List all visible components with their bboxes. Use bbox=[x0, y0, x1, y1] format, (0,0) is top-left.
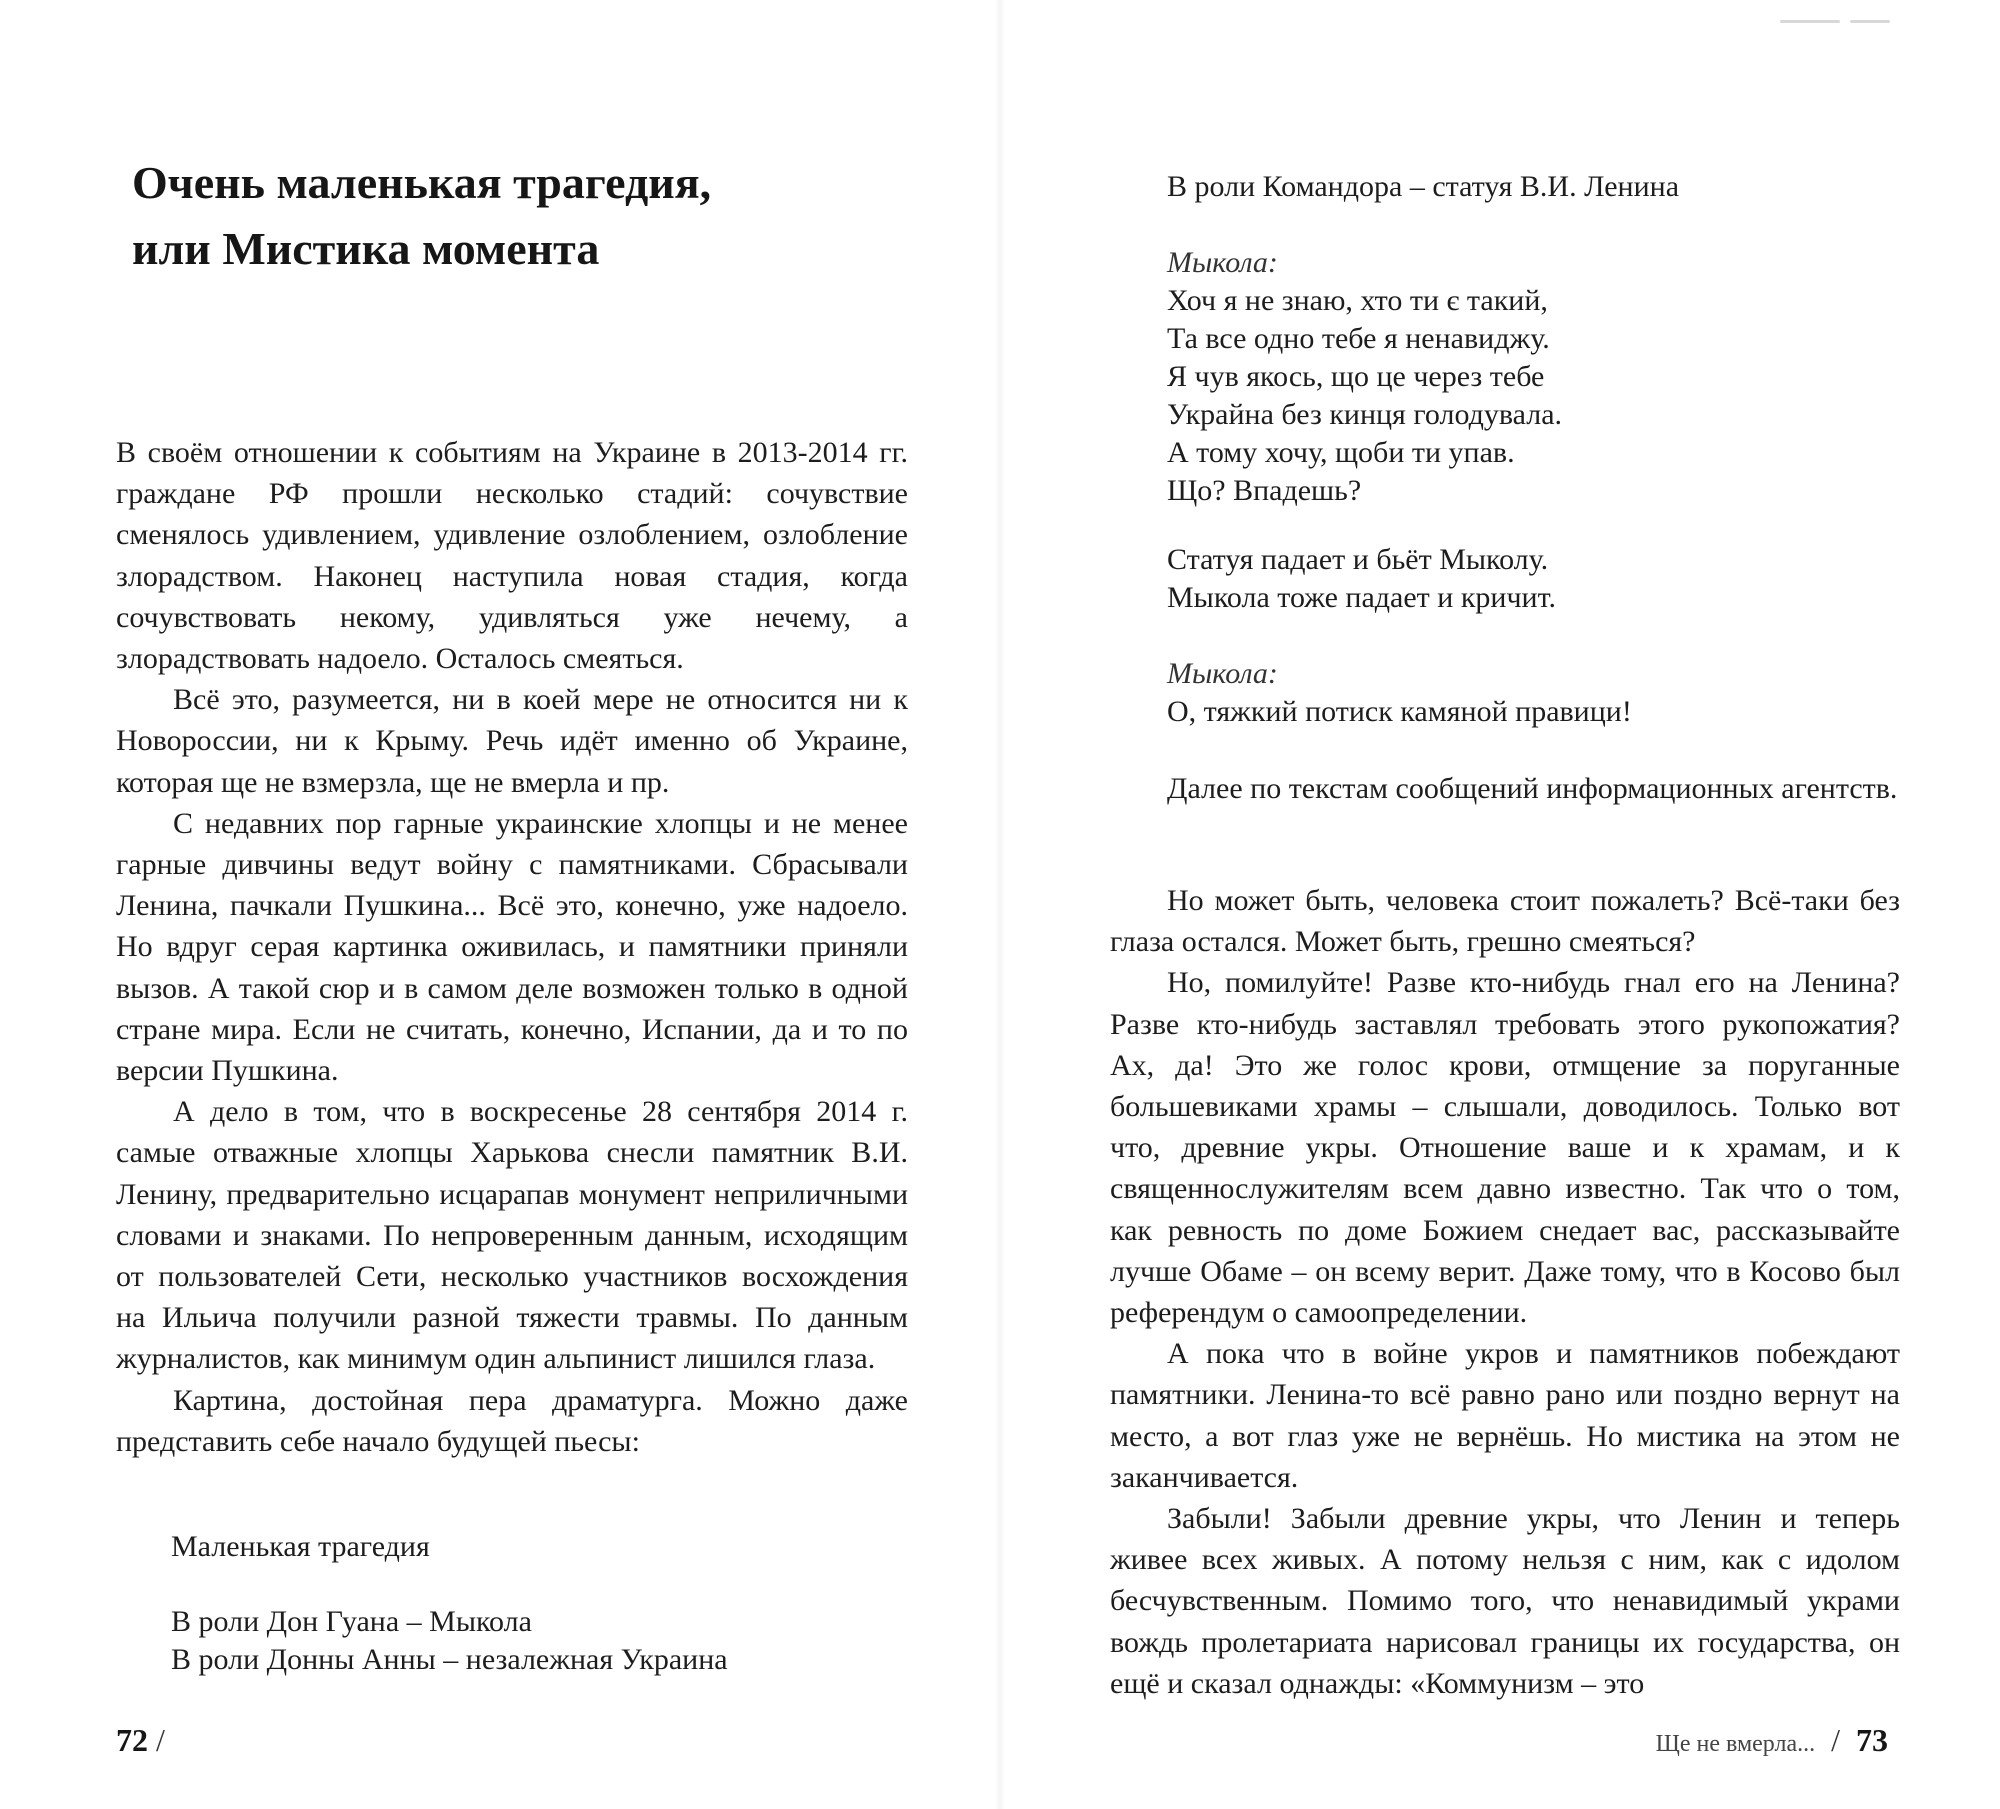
verse-line: А тому хочу, щоби ти упав. bbox=[1167, 436, 1515, 469]
paragraph: Но, помилуйте! Разве кто-нибудь гнал его на Ленина? Разве кто-нибудь заставлял требовать этого рукопожатия? Ах, да! Это же голос крови, отмщение за поруганные большевиками храмы – слышали, доводилось. Только вот что, древние укры. Отношение ваше и к храмам, и к священнослужителям всем давно известно. Так что о том, как ревность по доме Божием снедает вас, рассказывайте лучше Обаме – он всему верит. Даже тому, что в Косово был референдум о самоопределении. bbox=[1110, 966, 1900, 1330]
running-head: Ще не вмерла... bbox=[1655, 1731, 1816, 1757]
paragraph: Всё это, разумеется, ни в коей мере не относится ни к Новороссии, ни к Крыму. Речь идёт именно об Украине, которая ще не взмерзла, ще не вмерла и пр. bbox=[116, 683, 908, 799]
right-body-text bbox=[1110, 880, 1900, 1704]
page-number-right bbox=[1656, 1722, 1888, 1759]
verse-line: Хоч я не знаю, хто ти є такий, bbox=[1167, 284, 1548, 317]
left-body-text bbox=[116, 432, 908, 1462]
cast-line: В роли Донны Анны – незалежная Украина bbox=[171, 1643, 728, 1676]
scan-mark bbox=[1850, 20, 1890, 23]
speech-block bbox=[1167, 244, 1562, 510]
folio-separator: / bbox=[156, 1722, 165, 1758]
right-page bbox=[1000, 0, 2000, 1809]
title-line-1: Очень маленькая трагедия, bbox=[132, 157, 712, 208]
paragraph: В своём отношении к событиям на Украине в 2013-2014 гг. граждане РФ прошли несколько стадий: сочувствие сменялось удивлением, удивление озлоблением, озлобление злорадством. Наконец наступила новая стадия, когда сочувствовать некому, удивляться уже нечему, а злорадствовать надоело. Осталось смеяться. bbox=[116, 436, 908, 676]
play-title: Маленькая трагедия bbox=[171, 1530, 430, 1563]
paragraph: Далее по текстам сообщений информационных агентств. bbox=[1167, 772, 1898, 805]
page-number: 73 bbox=[1856, 1722, 1888, 1758]
stage-line: Статуя падает и бьёт Мыколу. bbox=[1167, 543, 1549, 576]
paragraph: А пока что в войне укров и памятников побеждают памятники. Ленина-то всё равно рано или поздно вернут на место, а вот глаз уже не вернёшь. Но мистика на этом не заканчивается. bbox=[1110, 1337, 1900, 1494]
paragraph: Забыли! Забыли древние укры, что Ленин и теперь живее всех живых. А потому нельзя с ним, как с идолом бесчувственным. Помимо того, что ненавидимый украми вождь пролетариата нарисовал границы их государства, он ещё и сказал однажды: «Коммунизм – это bbox=[1110, 1502, 1900, 1700]
paragraph: А дело в том, что в воскресенье 28 сентября 2014 г. самые отважные хлопцы Харькова снесли памятник В.И. Ленину, предварительно исцарапав монумент неприличными словами и знаками. По непроверенным данным, исходящим от пользователей Сети, несколько участников восхождения на Ильича получили разной тяжести травмы. По данным журналистов, как минимум один альпинист лишился глаза. bbox=[116, 1095, 908, 1376]
page-number: 72 bbox=[116, 1722, 148, 1758]
page-number-left bbox=[116, 1722, 165, 1759]
scan-mark bbox=[1780, 20, 1840, 23]
chapter-title bbox=[132, 150, 832, 282]
title-line-2: или Мистика момента bbox=[132, 223, 600, 274]
verse-line: Та все одно тебе я ненавиджу. bbox=[1167, 322, 1550, 355]
stage-line: Мыкола тоже падает и кричит. bbox=[1167, 581, 1556, 614]
paragraph: С недавних пор гарные украинские хлопцы и не менее гарные дивчины ведут войну с памятниками. Сбрасывали Ленина, пачкали Пушкина... Всё это, конечно, уже надоело. Но вдруг серая картинка оживилась, и памятники приняли вызов. А такой сюр и в самом деле возможен только в одной стране мира. Если не считать, конечно, Испании, да и то по версии Пушкина. bbox=[116, 806, 908, 1088]
verse-line: Що? Впадешь? bbox=[1167, 474, 1362, 507]
verse-line: О, тяжкий потиск камяной правици! bbox=[1167, 695, 1632, 728]
cast-line: В роли Дон Гуана – Мыкола bbox=[171, 1605, 532, 1638]
intro-text bbox=[1110, 768, 1900, 809]
speech-block bbox=[1167, 655, 1632, 731]
verse-line: Я чув якось, що це через тебе bbox=[1167, 360, 1545, 393]
paragraph: Но может быть, человека стоит пожалеть? Всё-таки без глаза остался. Может быть, грешно смеяться? bbox=[1110, 884, 1900, 959]
stage-direction bbox=[1167, 541, 1556, 617]
speaker-name: Мыкола: bbox=[1167, 657, 1278, 690]
folio-separator: / bbox=[1823, 1722, 1848, 1758]
cast-line: В роли Командора – статуя В.И. Ленина bbox=[1167, 170, 1680, 203]
verse-line: Украйна без кинця голодувала. bbox=[1167, 398, 1563, 431]
paragraph: Картина, достойная пера драматурга. Можно даже представить себе начало будущей пьесы: bbox=[116, 1383, 908, 1458]
speaker-name: Мыкола: bbox=[1167, 246, 1278, 279]
